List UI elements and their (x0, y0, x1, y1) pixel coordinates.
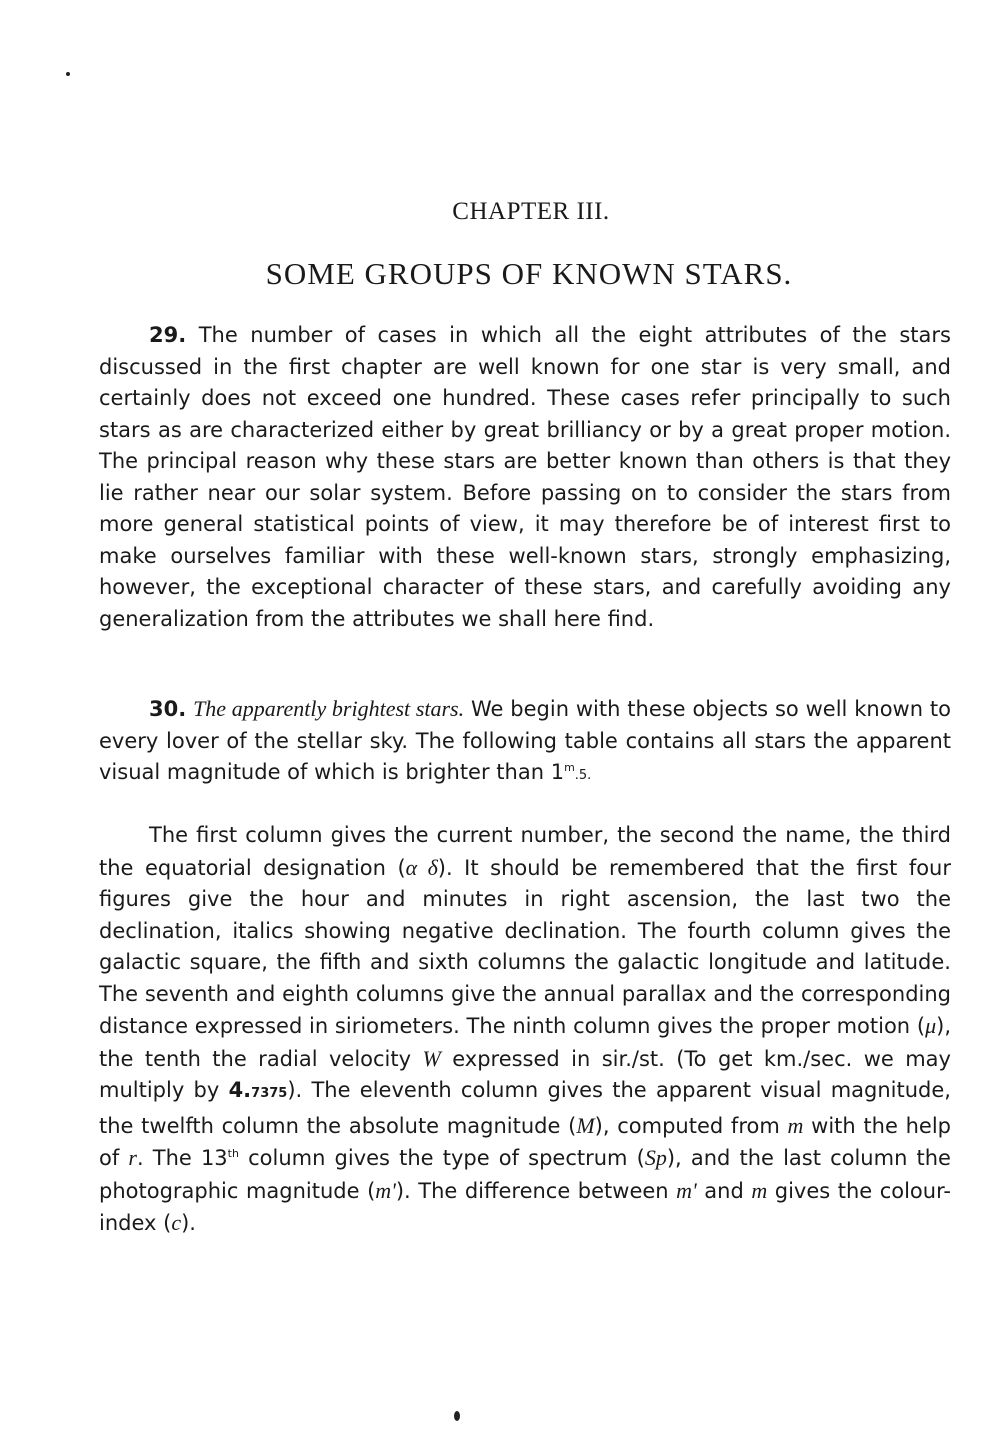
scan-speck (66, 72, 70, 76)
paragraph-columns-text-2: ). It should be remembered that the first four figures give the hour and minutes in right ascension, the last two the declination, italics showing negative declination. The fourth column gives the galactic square, the fifth and sixth columns the galactic longitude and latitude. The seventh and eighth columns give the annual parallax and the corresponding distance expressed in siriometers. The ninth column gives the proper motion ( (99, 855, 952, 1038)
symbol-alpha-delta: α δ (405, 854, 438, 880)
paragraph-30-text: We begin with these objects so well known to every lover of the stellar sky. The following table contains all stars the apparent visual magnitude of which is brighter than (99, 697, 951, 784)
magnitude-decimal: .5. (574, 768, 592, 783)
paragraph-30 (99, 693, 951, 792)
paragraph-columns-text-4: expressed in sir./st. (To get km./sec. we may multiply by (99, 1046, 951, 1102)
paragraph-columns-text-14: ). (181, 1211, 196, 1235)
scan-speck (454, 1411, 460, 1421)
factor-decimals: 7375 (251, 1086, 288, 1101)
paragraph-columns-text-7: with the help of (99, 1113, 951, 1170)
paragraph-columns-text-1: The first column gives the current number, the second the name, the third the equatorial designation ( (99, 823, 951, 880)
paragraph-columns-text-6: ), computed from (594, 1113, 780, 1138)
paragraph-columns (99, 820, 951, 1240)
symbol-m: m (787, 1112, 804, 1138)
symbol-m-prime-2: m' (676, 1177, 697, 1203)
magnitude-unit: m (564, 761, 575, 774)
paragraph-29-text: The number of cases in which all the eight attributes of the stars discussed in the first chapter are well known for one star is very small, and certainly does not exceed one hundred. These cases refer principally to such stars as are characterized either by great brilliancy or by a great proper motion. The principal reason why these stars are better known than others is that they lie rather near our solar system. Before passing on to consider the stars from more general statistical points of view, it may therefore be of interest first to make ourselves familiar with these well-known stars, strongly emphasizing, however, the exceptional character of these stars, and carefully avoiding any generalization from the attributes we shall here find. (99, 323, 951, 631)
symbol-m-2: m (751, 1177, 768, 1203)
symbol-w: W (422, 1045, 441, 1071)
symbol-m-prime: m' (375, 1177, 396, 1203)
paragraph-columns-text-3: ), the tenth the radial velocity (99, 1014, 951, 1071)
symbol-sp: Sp (644, 1145, 667, 1170)
paragraph-columns-text-10: ), and the last column the photographic magnitude ( (99, 1146, 951, 1203)
section-number-30: 30. (149, 697, 187, 721)
paragraph-29 (99, 320, 951, 635)
symbol-mu: μ (925, 1013, 937, 1038)
paragraph-columns-text-9: column gives the type of spectrum ( (248, 1146, 645, 1170)
paragraph-columns-text-13: gives the colour-index ( (99, 1178, 951, 1235)
paragraph-columns-text-11: ). The difference between (395, 1178, 669, 1203)
section-number-29: 29. (149, 323, 187, 347)
symbol-c: c (171, 1210, 182, 1235)
magnitude-value: 1 (550, 760, 565, 784)
section-30-heading: The apparently brightest stars. (193, 696, 465, 721)
ordinal-suffix: th (227, 1147, 239, 1160)
paragraph-columns-text-5: ). The eleventh column gives the apparent visual magnitude, the twelfth column the absolute magnitude ( (99, 1078, 951, 1138)
chapter-title: SOME GROUPS OF KNOWN STARS. (265, 256, 793, 291)
factor-integer: 4. (228, 1078, 252, 1102)
symbol-r: r (128, 1145, 137, 1170)
symbol-m-absolute: M (576, 1112, 595, 1138)
paragraph-columns-text-12: and (704, 1178, 744, 1203)
chapter-label: CHAPTER III. (452, 198, 610, 225)
paragraph-columns-text-8: . The 13 (136, 1146, 228, 1170)
